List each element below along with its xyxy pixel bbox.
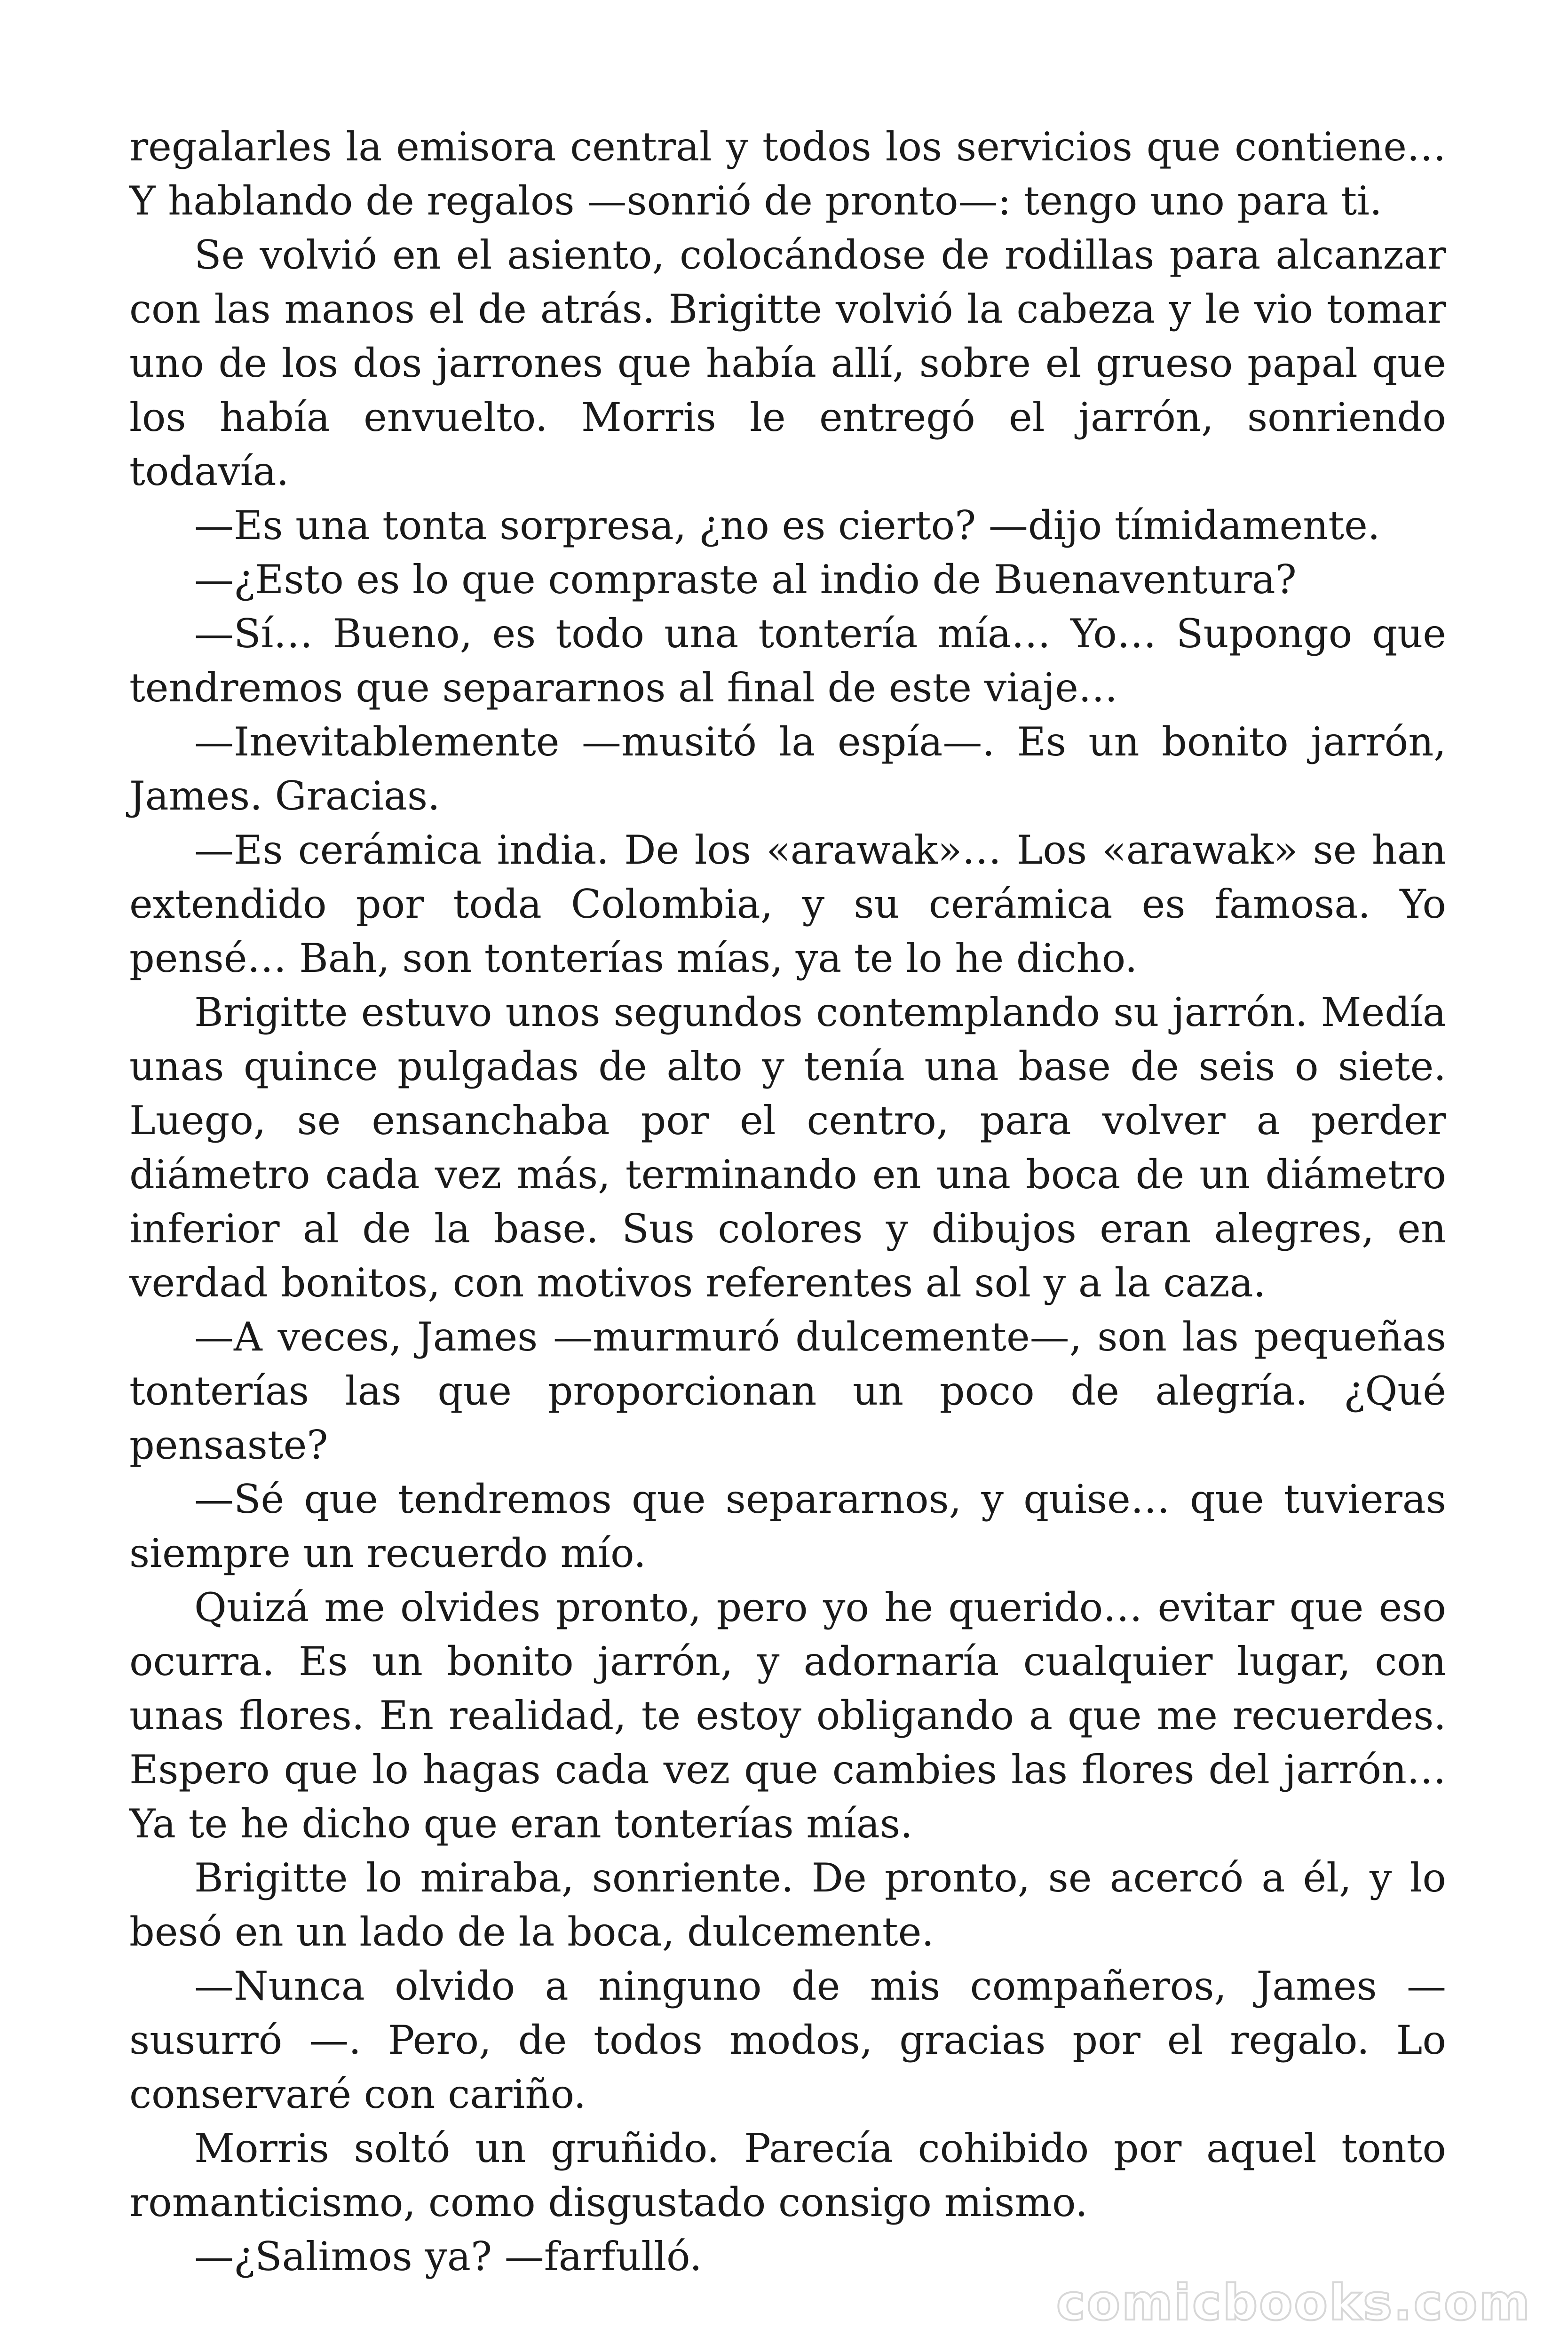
paragraph-3: —Es una tonta sorpresa, ¿no es cierto? —dijo tímidamente.: [194, 502, 1380, 548]
paragraph-4: —¿Esto es lo que compraste al indio de Buenaventura?: [194, 556, 1297, 603]
paragraph-2: Se volvió en el asiento, colocándose de rodillas para alcanzar con las manos el de atrás. Brigitte volvió la cabeza y le vio tomar uno de los dos jarrones que había allí, sobre el grueso papal que los había envuelto. Morris le entregó el jarrón, sonriendo todavía.: [129, 232, 1446, 494]
paragraph-11: Quizá me olvides pronto, pero yo he querido… evitar que eso ocurra. Es un bonito jarrón, y adornaría cualquier lugar, con unas flores. En realidad, te estoy obligando a que me recuerdes. Espero que lo hagas cada vez que cambies las flores del jarrón… Ya te he dicho que eran tonterías mías.: [129, 1584, 1446, 1847]
paragraph-7: —Es cerámica india. De los «arawak»… Los «arawak» se han extendido por toda Colombia, y su cerámica es famosa. Yo pensé… Bah, son tonterías mías, ya te lo he dicho.: [129, 827, 1446, 981]
paragraph-8: Brigitte estuvo unos segundos contemplando su jarrón. Medía unas quince pulgadas de alto y tenía una base de seis o siete. Luego, se ensanchaba por el centro, para volver a perder diámetro cada vez más, terminando en una boca de un diámetro inferior al de la base. Sus colores y dibujos eran alegres, en verdad bonitos, con motivos referentes al sol y a la caza.: [129, 989, 1446, 1306]
paragraph-12: Brigitte lo miraba, sonriente. De pronto, se acercó a él, y lo besó en un lado de la boca, dulcemente.: [129, 1855, 1446, 1955]
paragraph-10: —Sé que tendremos que separarnos, y quise… que tuvieras siempre un recuerdo mío.: [129, 1476, 1446, 1576]
paragraph-5: —Sí… Bueno, es todo una tontería mía… Yo… Supongo que tendremos que separarnos al final de este viaje…: [129, 611, 1446, 711]
paragraph-13: —Nunca olvido a ninguno de mis compañeros, James —susurró —. Pero, de todos modos, gracias por el regalo. Lo conservaré con cariño.: [129, 1963, 1446, 2117]
paragraph-15: —¿Salimos ya? —farfulló.: [194, 2233, 702, 2280]
paragraph-1: regalarles la emisora central y todos los servicios que contiene… Y hablando de regalos —sonrió de pronto—: tengo uno para ti.: [129, 124, 1446, 224]
watermark: comicbooks.com: [1056, 2274, 1531, 2331]
page-body: [129, 120, 1446, 2284]
paragraph-14: Morris soltó un gruñido. Parecía cohibido por aquel tonto romanticismo, como disgustado consigo mismo.: [129, 2125, 1446, 2225]
paragraph-6: —Inevitablemente —musitó la espía—. Es un bonito jarrón, James. Gracias.: [129, 719, 1446, 819]
paragraph-9: —A veces, James —murmuró dulcemente—, son las pequeñas tonterías las que proporcionan un poco de alegría. ¿Qué pensaste?: [129, 1314, 1446, 1468]
